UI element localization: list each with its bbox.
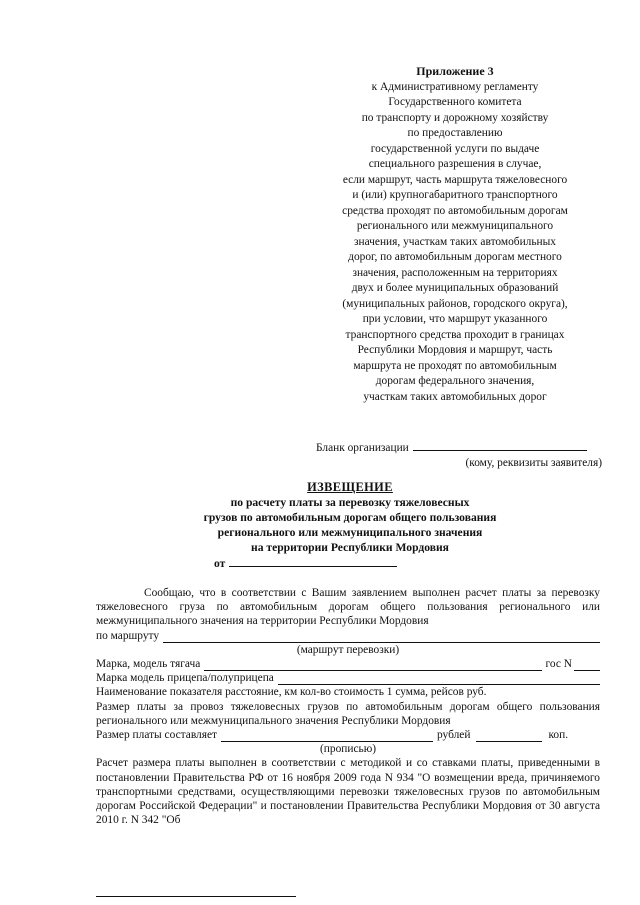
- appendix-header: [300, 64, 610, 405]
- notice-date-row: [150, 555, 550, 571]
- blank-label: Бланк организации: [316, 442, 409, 454]
- tractor-line[interactable]: [204, 659, 541, 671]
- route-label: по маршруту: [96, 629, 160, 642]
- indicators-line: Наименование показателя расстояние, км кол-во стоимость 1 сумма, рейсов руб.: [96, 686, 487, 699]
- appendix-line: государственной услуги по выдаче: [370, 142, 540, 155]
- trailer-row: [96, 671, 600, 685]
- appendix-line: участкам таких автомобильных дорог: [363, 390, 547, 403]
- rub-label: рублей: [437, 729, 471, 742]
- kop-label: коп.: [548, 729, 569, 742]
- notice-line: на территории Республики Мордовия: [251, 541, 449, 554]
- trailer-label: Марка модель прицепа/полуприцепа: [96, 672, 274, 685]
- notice-heading: [150, 480, 550, 571]
- footnote-divider: [96, 896, 296, 897]
- organization-blank: [316, 438, 602, 471]
- appendix-line: и (или) крупногабаритного транспортного: [352, 189, 558, 201]
- body-paragraph-2: Размер платы за провоз тяжеловесных грузов по автомобильным дорогам общего пользования регионального или межмуниципального значения Республики Мордовия: [96, 700, 600, 727]
- trailer-line[interactable]: [278, 673, 600, 685]
- fee-amount-line[interactable]: [221, 730, 433, 742]
- kop-amount-line[interactable]: [476, 730, 542, 742]
- appendix-line: дорог, по автомобильным дорогам местного: [348, 251, 562, 263]
- fee-row: [96, 728, 600, 742]
- notice-body: [96, 586, 600, 827]
- gos-number-label: гос N: [545, 658, 572, 671]
- appendix-line: средства проходят по автомобильным дорогам: [342, 204, 568, 217]
- notice-line: грузов по автомобильным дорогам общего пользования: [203, 511, 497, 524]
- appendix-line: к Административному регламенту: [371, 80, 539, 93]
- appendix-line: двух и более муниципальных образований: [351, 282, 559, 294]
- blank-caption: (кому, реквизиты заявителя): [465, 457, 602, 469]
- appendix-line: маршрута не проходят по автомобильным: [353, 359, 557, 372]
- route-caption: (маршрут перевозки): [296, 643, 400, 656]
- appendix-line: Республики Мордовия и маршрут, часть: [357, 344, 553, 356]
- tractor-row: [96, 657, 600, 671]
- appendix-line: значения, участкам таких автомобильных: [353, 235, 556, 248]
- body-paragraph-3: Расчет размера платы выполнен в соответствии с методикой и со ставками платы, приведенными в постановлении Правительства РФ от 16 ноября 2009 года N 934 "О возмещении вреда, причиняемого транспортными средствами, осуществляющими перевозки тяжеловесных грузов по автомобильным дорогам Российской Федерации" и постановлении Правительства Республики Мордовия от 30 августа 2010 г. N 342 "Об: [96, 757, 600, 827]
- appendix-line: регионального или межмуниципального: [356, 220, 554, 232]
- fee-caption: (прописью): [319, 743, 377, 756]
- appendix-line: Государственного комитета: [388, 96, 522, 108]
- route-line[interactable]: [163, 631, 600, 643]
- notice-line: регионального или межмуниципального значения: [217, 526, 483, 539]
- notice-date-line[interactable]: [229, 555, 397, 567]
- notice-from-label: от: [214, 557, 226, 570]
- appendix-title: Приложение 3: [416, 64, 494, 78]
- appendix-line: дорогам федерального значения,: [375, 375, 535, 387]
- appendix-line: (муниципальных районов, городского округа),: [342, 297, 568, 310]
- gos-number-line[interactable]: [574, 659, 600, 671]
- tractor-label: Марка, модель тягача: [96, 658, 201, 671]
- appendix-line: по предоставлению: [407, 127, 503, 139]
- body-paragraph-1: Сообщаю, что в соответствии с Вашим заявлением выполнен расчет платы за перевозку тяжеловесного груза по автомобильным дорогам общего пользования регионального или межмуниципального значения на территории Республики Мордовия: [96, 587, 600, 628]
- appendix-line: значения, расположенным на территориях: [352, 266, 558, 279]
- appendix-line: транспортного средства проходит в границах: [345, 328, 565, 341]
- blank-fill-line[interactable]: [413, 438, 587, 451]
- appendix-line: при условии, что маршрут указанного: [362, 313, 548, 325]
- appendix-line: специального разрешения в случае,: [368, 158, 542, 170]
- fee-label: Размер платы составляет: [96, 729, 218, 742]
- route-row: [96, 629, 600, 643]
- notice-title: ИЗВЕЩЕНИЕ: [307, 480, 393, 494]
- appendix-line: по транспорту и дорожному хозяйству: [361, 111, 549, 124]
- appendix-line: если маршрут, часть маршрута тяжеловесного: [342, 173, 568, 186]
- notice-line: по расчету платы за перевозку тяжеловесных: [230, 496, 470, 509]
